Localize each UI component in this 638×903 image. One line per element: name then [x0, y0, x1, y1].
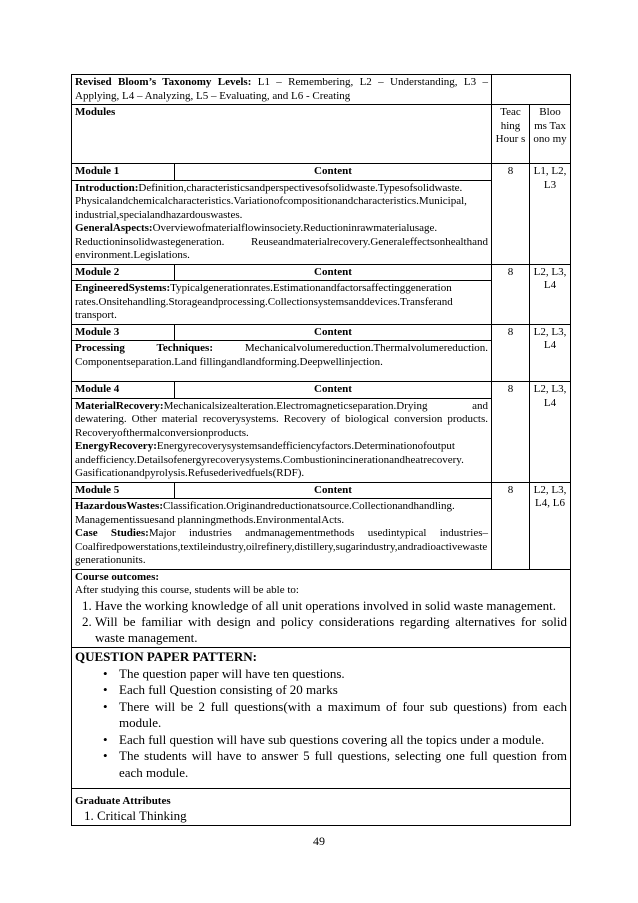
module-hours: 8 — [492, 382, 530, 483]
module-hours: 8 — [492, 324, 530, 382]
module-4-header-row — [72, 382, 571, 399]
bloom-levels-cell — [72, 75, 492, 105]
list-item-text: The students will have to answer 5 full questions, selecting one full question from each module. — [119, 748, 567, 780]
bloom-levels-title: Revised Bloom’s Taxonomy Levels: — [75, 76, 252, 88]
content-header: Content — [175, 164, 492, 181]
topic-title: EnergyRecovery: — [75, 440, 157, 452]
question-paper-title: QUESTION PAPER PATTERN: — [75, 648, 258, 664]
bloom-row — [72, 75, 571, 105]
topic-title: MaterialRecovery: — [75, 399, 164, 412]
topic-text: Energyrecoverysystemsandefficiencyfactors.Determinationofoutput andefficiency.Detailsofenergyrecoverysystems.Combustionincinerationandheatrecovery. Gasificationandpyrolysis.Refusederivedfuels(RDF). — [75, 440, 464, 479]
bullet-icon: • — [103, 731, 108, 747]
topic-text: Overviewofmaterialflowinsociety.Reductioninrawmaterialusage. Reductioninsolidwastegeneration. Reuseandmaterialrecovery.Generaleffectsonhealthand environment.Legislations. — [75, 222, 488, 261]
module-content — [72, 398, 492, 482]
graduate-attributes-list — [75, 808, 567, 824]
course-outcomes-intro: After studying this course, students will be able to: — [75, 584, 299, 596]
module-levels: L2, L3, L4 — [530, 264, 571, 324]
list-item — [103, 731, 567, 749]
module-levels: L2, L3, L4 — [530, 324, 571, 382]
module-title: Module 4 — [72, 382, 175, 399]
graduate-attributes-cell — [72, 789, 571, 826]
column-header-row — [72, 105, 571, 164]
topic-title: Introduction: — [75, 181, 139, 194]
content-header: Content — [175, 482, 492, 499]
bloom-empty-cell — [492, 75, 571, 105]
bloom-levels-text: L1 – Remembering, L2 – Understanding, L3 – Applying, L4 – Analyzing, L5 – Evaluating, and L6 - Creating — [75, 76, 488, 102]
topic-title: Case Studies: — [75, 527, 149, 539]
syllabus-table — [71, 74, 571, 826]
module-content — [72, 281, 492, 325]
list-item — [103, 682, 567, 699]
module-title: Module 5 — [72, 482, 175, 499]
topic-title: EngineeredSystems: — [75, 282, 171, 294]
module-title: Module 2 — [72, 264, 175, 281]
module-content — [72, 341, 492, 382]
list-item-text: Each full question will have sub questions covering all the topics under a module. — [119, 731, 545, 747]
content-header: Content — [175, 324, 492, 341]
module-title: Module 3 — [72, 324, 175, 341]
list-item: 1. Have the working knowledge of all unit operations involved in solid waste management. — [95, 598, 567, 614]
teaching-hours-header: Teac hing Hour s — [492, 105, 530, 164]
question-paper-list — [75, 666, 567, 782]
list-item — [103, 665, 567, 683]
module-hours: 8 — [492, 482, 530, 569]
module-content — [72, 180, 492, 264]
bullet-icon: • — [103, 682, 108, 697]
course-outcomes-title: Course outcomes: — [75, 570, 160, 583]
topic-title: HazardousWastes: — [75, 500, 163, 512]
list-item-text: The question paper will have ten questions. — [119, 665, 345, 681]
question-paper-cell — [72, 647, 571, 789]
list-item-text: Each full Question consisting of 20 marks — [119, 682, 338, 697]
topic-text: Mechanicalvolumereduction.Thermalvolumereduction. Componentseparation.Land fillingandlandforming.Deepwellinjection. — [75, 342, 489, 368]
topic-title: GeneralAspects: — [75, 222, 153, 234]
graduate-attributes-row — [72, 789, 571, 826]
list-item: 2. Will be familiar with design and policy considerations regarding alternatives for solid waste management. — [95, 614, 567, 646]
topic-text: Typicalgenerationrates.Estimationandfactorsaffectinggeneration rates.Onsitehandling.Storageandprocessing.Collectionsystemsanddevices.Transferand transport. — [75, 282, 453, 321]
course-outcomes-cell — [72, 569, 571, 647]
blooms-taxonomy-header: Bloo ms Tax ono my — [530, 105, 571, 164]
module-title: Module 1 — [72, 164, 175, 181]
module-levels: L2, L3, L4 — [530, 382, 571, 483]
bullet-icon: • — [103, 698, 108, 714]
course-outcomes-list — [75, 598, 567, 646]
module-content — [72, 499, 492, 570]
list-item-text: There will be 2 full questions(with a maximum of four sub questions) from each module. — [119, 698, 567, 730]
topic-text: Definition,characteristicsandperspectivesofsolidwaste.Typesofsolidwaste. Physicalandchemicalcharacteristics.Variationofcompositionandcharacteristics.Municipal, industrial,specialandhazardouswastes. — [75, 181, 467, 221]
course-outcomes-row — [72, 569, 571, 647]
module-5-header-row — [72, 482, 571, 499]
question-paper-row — [72, 647, 571, 789]
page-number: 49 — [313, 834, 325, 848]
module-3-header-row — [72, 324, 571, 341]
list-item — [103, 698, 567, 732]
topic-text: Mechanicalsizealteration.Electromagneticseparation.Drying and dewatering. Other material recoverysystems. Recovery of biological conversion products. Recoveryofthermalconversionproducts. — [75, 399, 488, 439]
module-1-header-row — [72, 164, 571, 181]
module-hours: 8 — [492, 264, 530, 324]
modules-header: Modules — [72, 105, 492, 164]
topic-text: Classification.Originandreductionatsource.Collectionandhandling. Managementissuesand planningmethods.EnvironmentalActs. — [75, 500, 455, 526]
module-levels: L2, L3, L4, L6 — [530, 482, 571, 569]
module-hours: 8 — [492, 164, 530, 265]
list-item: 1. Critical Thinking — [97, 808, 567, 824]
syllabus-page — [71, 74, 570, 826]
topic-text: Major industries andmanagementmethods usedintypical industries– Coalfiredpowerstations,textileindustry,oilrefinery,distillery,sugarindustry,andradioactivewaste generationunits. — [75, 527, 488, 566]
content-header: Content — [175, 382, 492, 399]
module-levels: L1, L2, L3 — [530, 164, 571, 265]
list-item — [103, 748, 567, 781]
bullet-icon: • — [103, 748, 108, 763]
topic-title: Processing Techniques: — [75, 342, 214, 354]
graduate-attributes-title: Graduate Attributes — [75, 795, 171, 807]
bullet-icon: • — [103, 665, 108, 681]
module-2-header-row — [72, 264, 571, 281]
content-header: Content — [175, 264, 492, 281]
